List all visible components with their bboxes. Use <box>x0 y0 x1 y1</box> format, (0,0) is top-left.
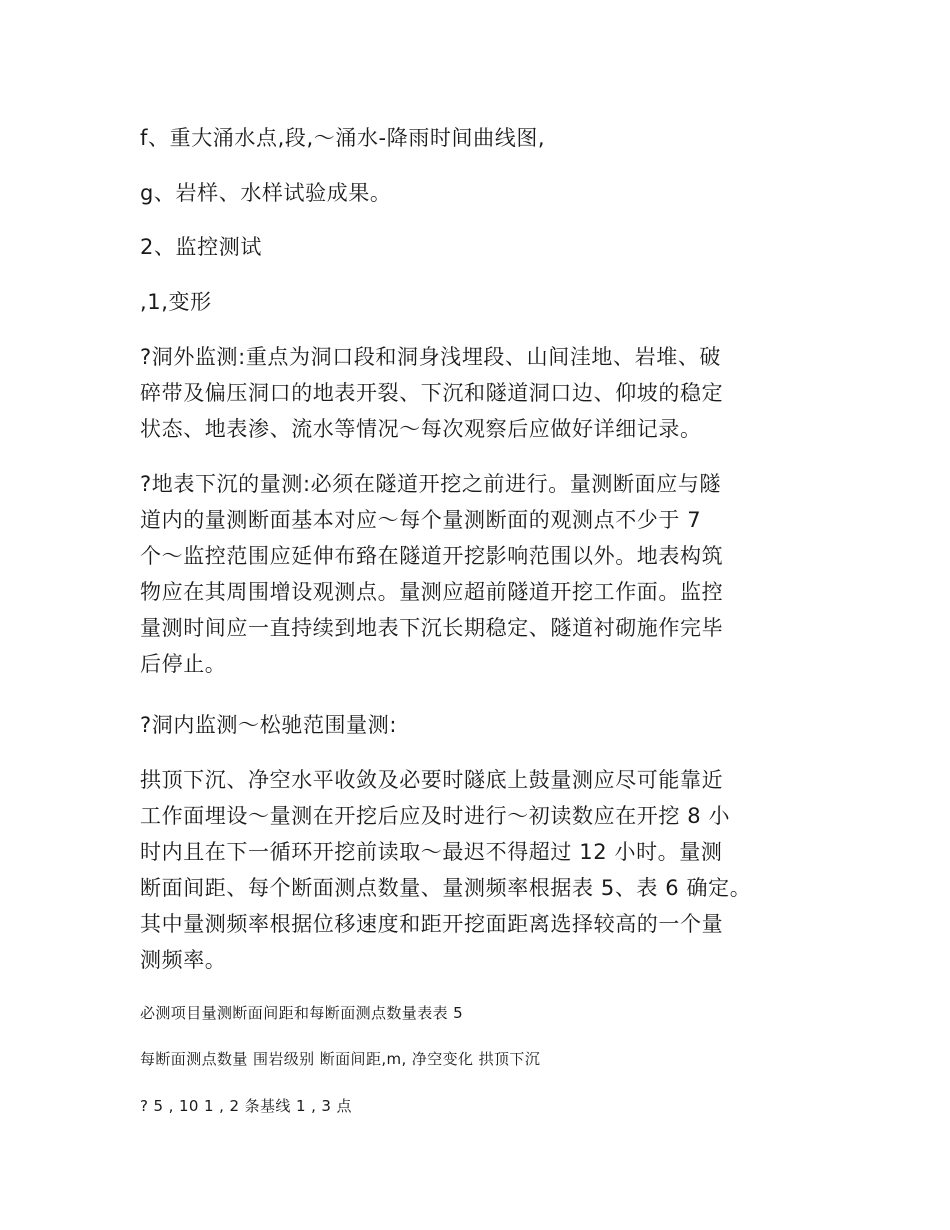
paragraph-outside-monitoring <box>140 339 723 447</box>
text-line: 后停止。 <box>140 652 227 676</box>
table-caption: 必测项目量测断面间距和每断面测点数量表表 5 <box>140 1004 464 1022</box>
text-line: 量测时间应一直持续到地表下沉长期稳定、隧道衬砌施作完毕 <box>140 616 724 640</box>
paragraph-crown-settlement <box>140 762 751 978</box>
list-item-g: g、岩样、水样试验成果。 <box>140 181 392 205</box>
table-row: ? 5 , 10 1 , 2 条基线 1 , 3 点 <box>140 1097 352 1115</box>
section-heading-monitoring: 2、监控测试 <box>140 235 262 259</box>
text-line: 个～监控范围应延伸布臵在隧道开挖影响范围以外。地表构筑 <box>140 544 724 568</box>
list-item-f: f、重大涌水点,段,～涌水-降雨时间曲线图, <box>140 126 546 150</box>
text-line: 状态、地表渗、流水等情况～每次观察后应做好详细记录。 <box>140 417 702 441</box>
text-line: 拱顶下沉、净空水平收敛及必要时隧底上鼓量测应尽可能靠近 <box>140 768 724 792</box>
text-line: 其中量测频率根据位移速度和距开挖面距离选择较高的一个量 <box>140 912 724 936</box>
text-line: 工作面埋设～量测在开挖后应及时进行～初读数应在开挖 8 小 <box>140 804 731 828</box>
paragraph-inside-monitoring: ?洞内监测～松驰范围量测: <box>140 713 398 737</box>
subsection-heading-deformation: ,1,变形 <box>140 290 212 314</box>
text-line: 断面间距、每个断面测点数量、量测频率根据表 5、表 6 确定。 <box>140 876 752 900</box>
text-line: 道内的量测断面基本对应～每个量测断面的观测点不少于 7 <box>140 508 702 532</box>
text-line: ?洞外监测:重点为洞口段和洞身浅埋段、山间洼地、岩堆、破 <box>140 345 722 369</box>
text-line: 碎带及偏压洞口的地表开裂、下沉和隧道洞口边、仰坡的稳定 <box>140 381 724 405</box>
text-line: 测频率。 <box>140 948 227 972</box>
text-line: 时内且在下一循环开挖前读取～最迟不得超过 12 小时。量测 <box>140 840 723 864</box>
table-header-row: 每断面测点数量 围岩级别 断面间距,m, 净空变化 拱顶下沉 <box>140 1050 541 1068</box>
paragraph-surface-settlement <box>140 466 723 682</box>
text-line: 物应在其周围增设观测点。量测应超前隧道开挖工作面。监控 <box>140 580 724 604</box>
text-line: ?地表下沉的量测:必须在隧道开挖之前进行。量测断面应与隧 <box>140 472 722 496</box>
